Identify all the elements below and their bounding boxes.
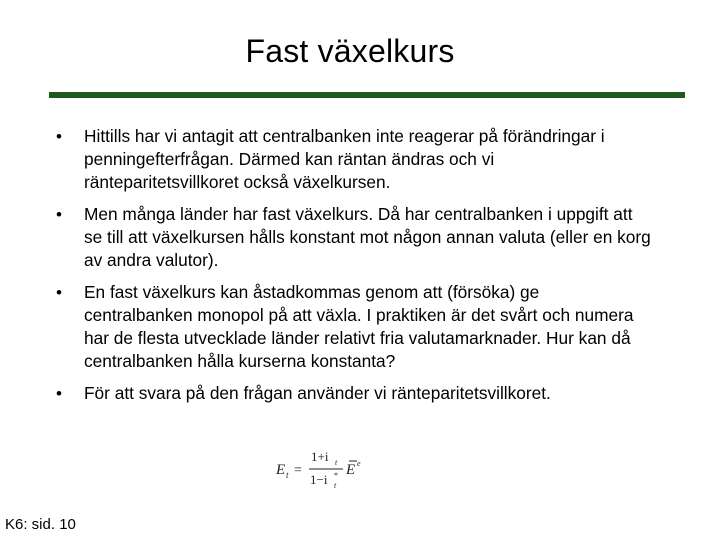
- formula-rhs: E: [346, 462, 356, 478]
- bullet-text: En fast växelkurs kan åstadkommas genom att (försöka) ge centralbanken monopol på att växla. I praktiken är det svårt och numera har de flesta utvecklade länder relativt fria valutamarknader. Hur kan då centralbanken hålla kurserna konstanta?: [84, 282, 634, 371]
- bullet-marker: •: [56, 283, 62, 302]
- bullet-list: [52, 125, 652, 414]
- bullet-text: För att svara på den frågan använder vi ränteparitetsvillkoret.: [84, 383, 551, 403]
- formula-numerator-sub: t: [335, 458, 338, 467]
- formula-denominator-sup: *: [334, 471, 338, 480]
- bullet-item: [52, 203, 652, 272]
- formula-numerator: 1+i: [311, 449, 329, 464]
- bullet-item: [52, 125, 652, 194]
- formula-denominator: 1−i: [310, 472, 328, 487]
- title-divider: [49, 92, 685, 98]
- bullet-item: [52, 382, 652, 405]
- slide-footer: K6: sid. 10: [5, 516, 76, 533]
- bullet-text: Men många länder har fast växelkurs. Då har centralbanken i uppgift att se till att växelkursen hålls konstant mot någon annan valuta (eller en korg av andra valutor).: [84, 204, 651, 270]
- formula-denominator-sub: t: [334, 481, 337, 490]
- bullet-item: [52, 281, 652, 373]
- formula-lhs: E: [276, 462, 286, 478]
- bullet-text: Hittills har vi antagit att centralbanken inte reagerar på förändringar i penningefterfrågan. Därmed kan räntan ändras och vi ränteparitetsvillkoret också växelkursen.: [84, 126, 605, 192]
- bullet-marker: •: [56, 384, 62, 403]
- slide-title: Fast växelkurs: [245, 33, 455, 69]
- interest-parity-formula: [276, 447, 386, 491]
- formula-rhs-sup: e: [357, 459, 361, 468]
- bullet-marker: •: [56, 127, 62, 146]
- formula-lhs-sub: t: [286, 470, 289, 480]
- bullet-marker: •: [56, 205, 62, 224]
- formula-equals: =: [294, 463, 302, 478]
